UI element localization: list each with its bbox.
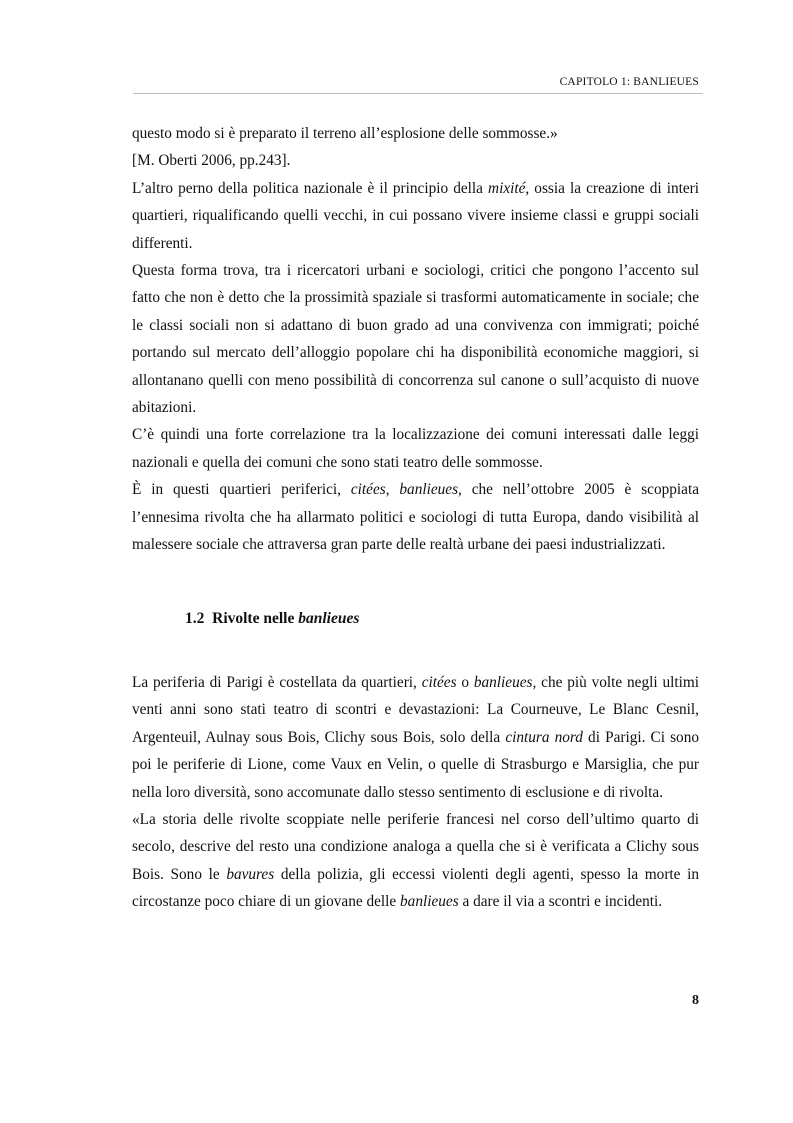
text-segment: C’è quindi una forte correlazione tra la localizzazione dei comuni interessati dalle leggi nazionali e quella dei comuni che sono stati teatro delle sommosse. — [132, 426, 699, 471]
running-head-title: CAPITOLO 1: BANLIEUES — [559, 76, 699, 88]
text-segment: L’altro perno della politica nazionale è il principio della — [132, 179, 489, 197]
text-segment: Questa forma trova, tra i ricercatori urbani e sociologi, critici che pongono l’accento sul fatto che non è detto che la prossimità spaziale si trasformi automaticamente in sociale; che le classi sociali non si adattano di buon grado ad una convivenza con immigrati; poiché portando sul mercato dell’alloggio popolare chi ha disponibilità economiche maggiori, si allontanano quelli con meno possibilità di concorrenza sul canone o sull’acquisto di nuove abitazioni. — [132, 262, 699, 417]
paragraph-correlation — [132, 421, 699, 476]
text-segment: o — [456, 674, 474, 691]
text-segment: , ossia la creazione di interi quartieri, riqualificando quelli vecchi, in cui possano vivere insieme classi e gruppi sociali differenti. — [132, 179, 699, 252]
section-heading — [185, 605, 359, 632]
paragraph-citation — [132, 147, 699, 174]
paragraph-riots-history — [132, 806, 699, 916]
page-number: 8 — [692, 993, 699, 1008]
text-segment-italic: citées — [421, 674, 457, 691]
paragraph-mixite — [132, 175, 699, 257]
text-segment-italic: cintura nord — [505, 728, 583, 746]
body-text-after-heading — [132, 669, 699, 916]
section-title-italic: banlieues — [298, 610, 360, 627]
text-segment-italic: banlieues — [400, 893, 459, 911]
paragraph-critiques — [132, 257, 699, 421]
text-segment: questo modo si è preparato il terreno all’esplosione delle sommosse.» — [132, 125, 558, 142]
text-segment-italic: citées, banlieues — [350, 481, 459, 499]
header-divider — [133, 93, 703, 94]
text-segment: «La storia delle rivolte scoppiate nelle periferie francesi nel corso dell’ultimo quarto di secolo, descrive del resto una condizione analoga a quella che si è verificata a Clichy sous Bois. Sono le — [132, 811, 699, 883]
text-segment: [M. Oberti 2006, pp.243]. — [132, 152, 291, 170]
text-segment: a dare il via a scontri e incidenti. — [458, 893, 663, 911]
text-segment-italic: banlieues, — [473, 674, 537, 691]
text-segment: La periferia di Parigi è costellata da quartieri, — [132, 674, 422, 691]
paragraph-paris-periphery — [132, 669, 699, 806]
text-segment: che più volte negli ultimi venti anni sono stati teatro di scontri e devastazioni: La Courneuve, Le Blanc Cesnil, Argenteuil, Aulnay sous Bois, Clichy sous Bois, solo della — [132, 674, 699, 746]
section-number: 1.2 — [185, 610, 205, 627]
text-segment-italic: bavures — [226, 865, 275, 883]
body-text-before-heading — [132, 120, 699, 559]
text-segment: della polizia, gli eccessi violenti degli agenti, spesso la morte in circostanze poco chiare di un giovane delle — [132, 865, 700, 911]
text-segment-italic: mixité — [488, 179, 526, 197]
text-segment: di Parigi. Ci sono poi le periferie di Lione, come Vaux en Velin, o quelle di Strasburgo e Marsiglia, che pur nella loro diversità, sono accomunate dallo stesso sentimento di esclusione e di rivolta. — [132, 728, 700, 801]
paragraph-quote-end — [132, 120, 699, 147]
text-segment: , che nell’ottobre 2005 è scoppiata l’ennesima rivolta che ha allarmato politici e sociologi di tutta Europa, dando visibilità al malessere sociale che attraversa gran parte delle realtà urbane dei paesi industrializzati. — [132, 481, 699, 554]
paragraph-october-2005 — [132, 476, 699, 558]
text-segment: È in questi quartieri periferici, — [132, 481, 351, 499]
section-title-prefix: Rivolte nelle — [212, 610, 295, 627]
